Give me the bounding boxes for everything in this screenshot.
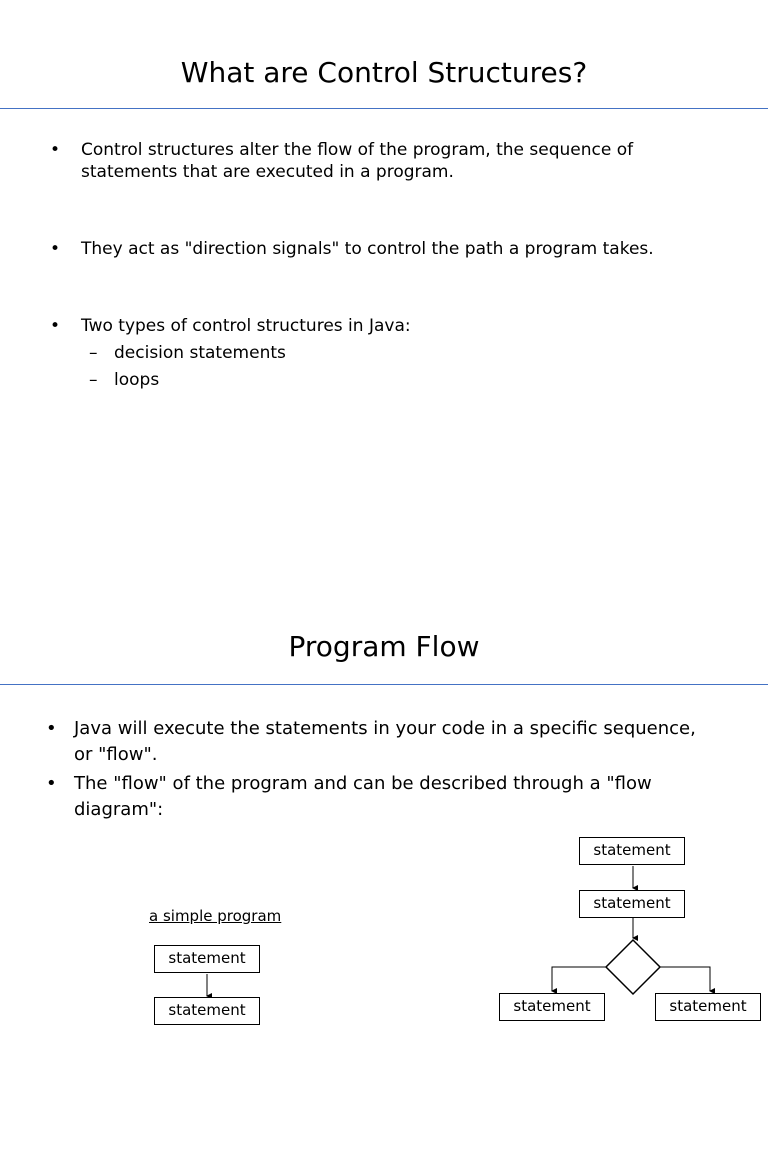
bullet-marker: • — [46, 773, 57, 794]
flow-statement-box: statement — [579, 837, 685, 865]
sub-bullet-text: decision statements — [114, 343, 286, 363]
slide-title: What are Control Structures? — [180, 56, 588, 89]
bullet-item — [50, 315, 700, 337]
title-divider — [0, 108, 768, 109]
bullet-marker: • — [50, 140, 61, 160]
bullet-item — [50, 238, 730, 260]
sub-bullet-item — [89, 369, 489, 391]
slide-program-flow — [0, 576, 768, 1152]
bullet-text: They act as "direction signals" to control the path a program takes. — [81, 239, 654, 259]
sub-bullet-marker: – — [89, 343, 98, 363]
sub-bullet-item — [89, 342, 489, 364]
flow-statement-box: statement — [655, 993, 761, 1021]
flow-statement-box: statement — [154, 945, 260, 973]
flow-statement-box: statement — [499, 993, 605, 1021]
bullet-item — [50, 139, 700, 183]
bullet-marker: • — [50, 316, 61, 336]
sub-bullet-text: loops — [114, 370, 160, 390]
sub-bullet-marker: – — [89, 370, 98, 390]
bullet-marker: • — [50, 239, 61, 259]
simple-program-label: a simple program — [149, 907, 282, 925]
bullet-text: Java will execute the statements in your code in a specific sequence, or "flow". — [74, 718, 696, 765]
bullet-text: Control structures alter the flow of the program, the sequence of statements that are executed in a program. — [81, 140, 634, 182]
bullet-text: Two types of control structures in Java: — [81, 316, 411, 336]
slide-title: Program Flow — [288, 630, 480, 663]
flow-statement-box: statement — [154, 997, 260, 1025]
arrow-connector — [552, 967, 606, 991]
bullet-marker: • — [46, 718, 57, 739]
flow-statement-box: statement — [579, 890, 685, 918]
bullet-text: The "flow" of the program and can be described through a "flow diagram": — [74, 773, 652, 820]
decision-diamond — [606, 940, 660, 994]
arrow-connector — [660, 967, 710, 991]
